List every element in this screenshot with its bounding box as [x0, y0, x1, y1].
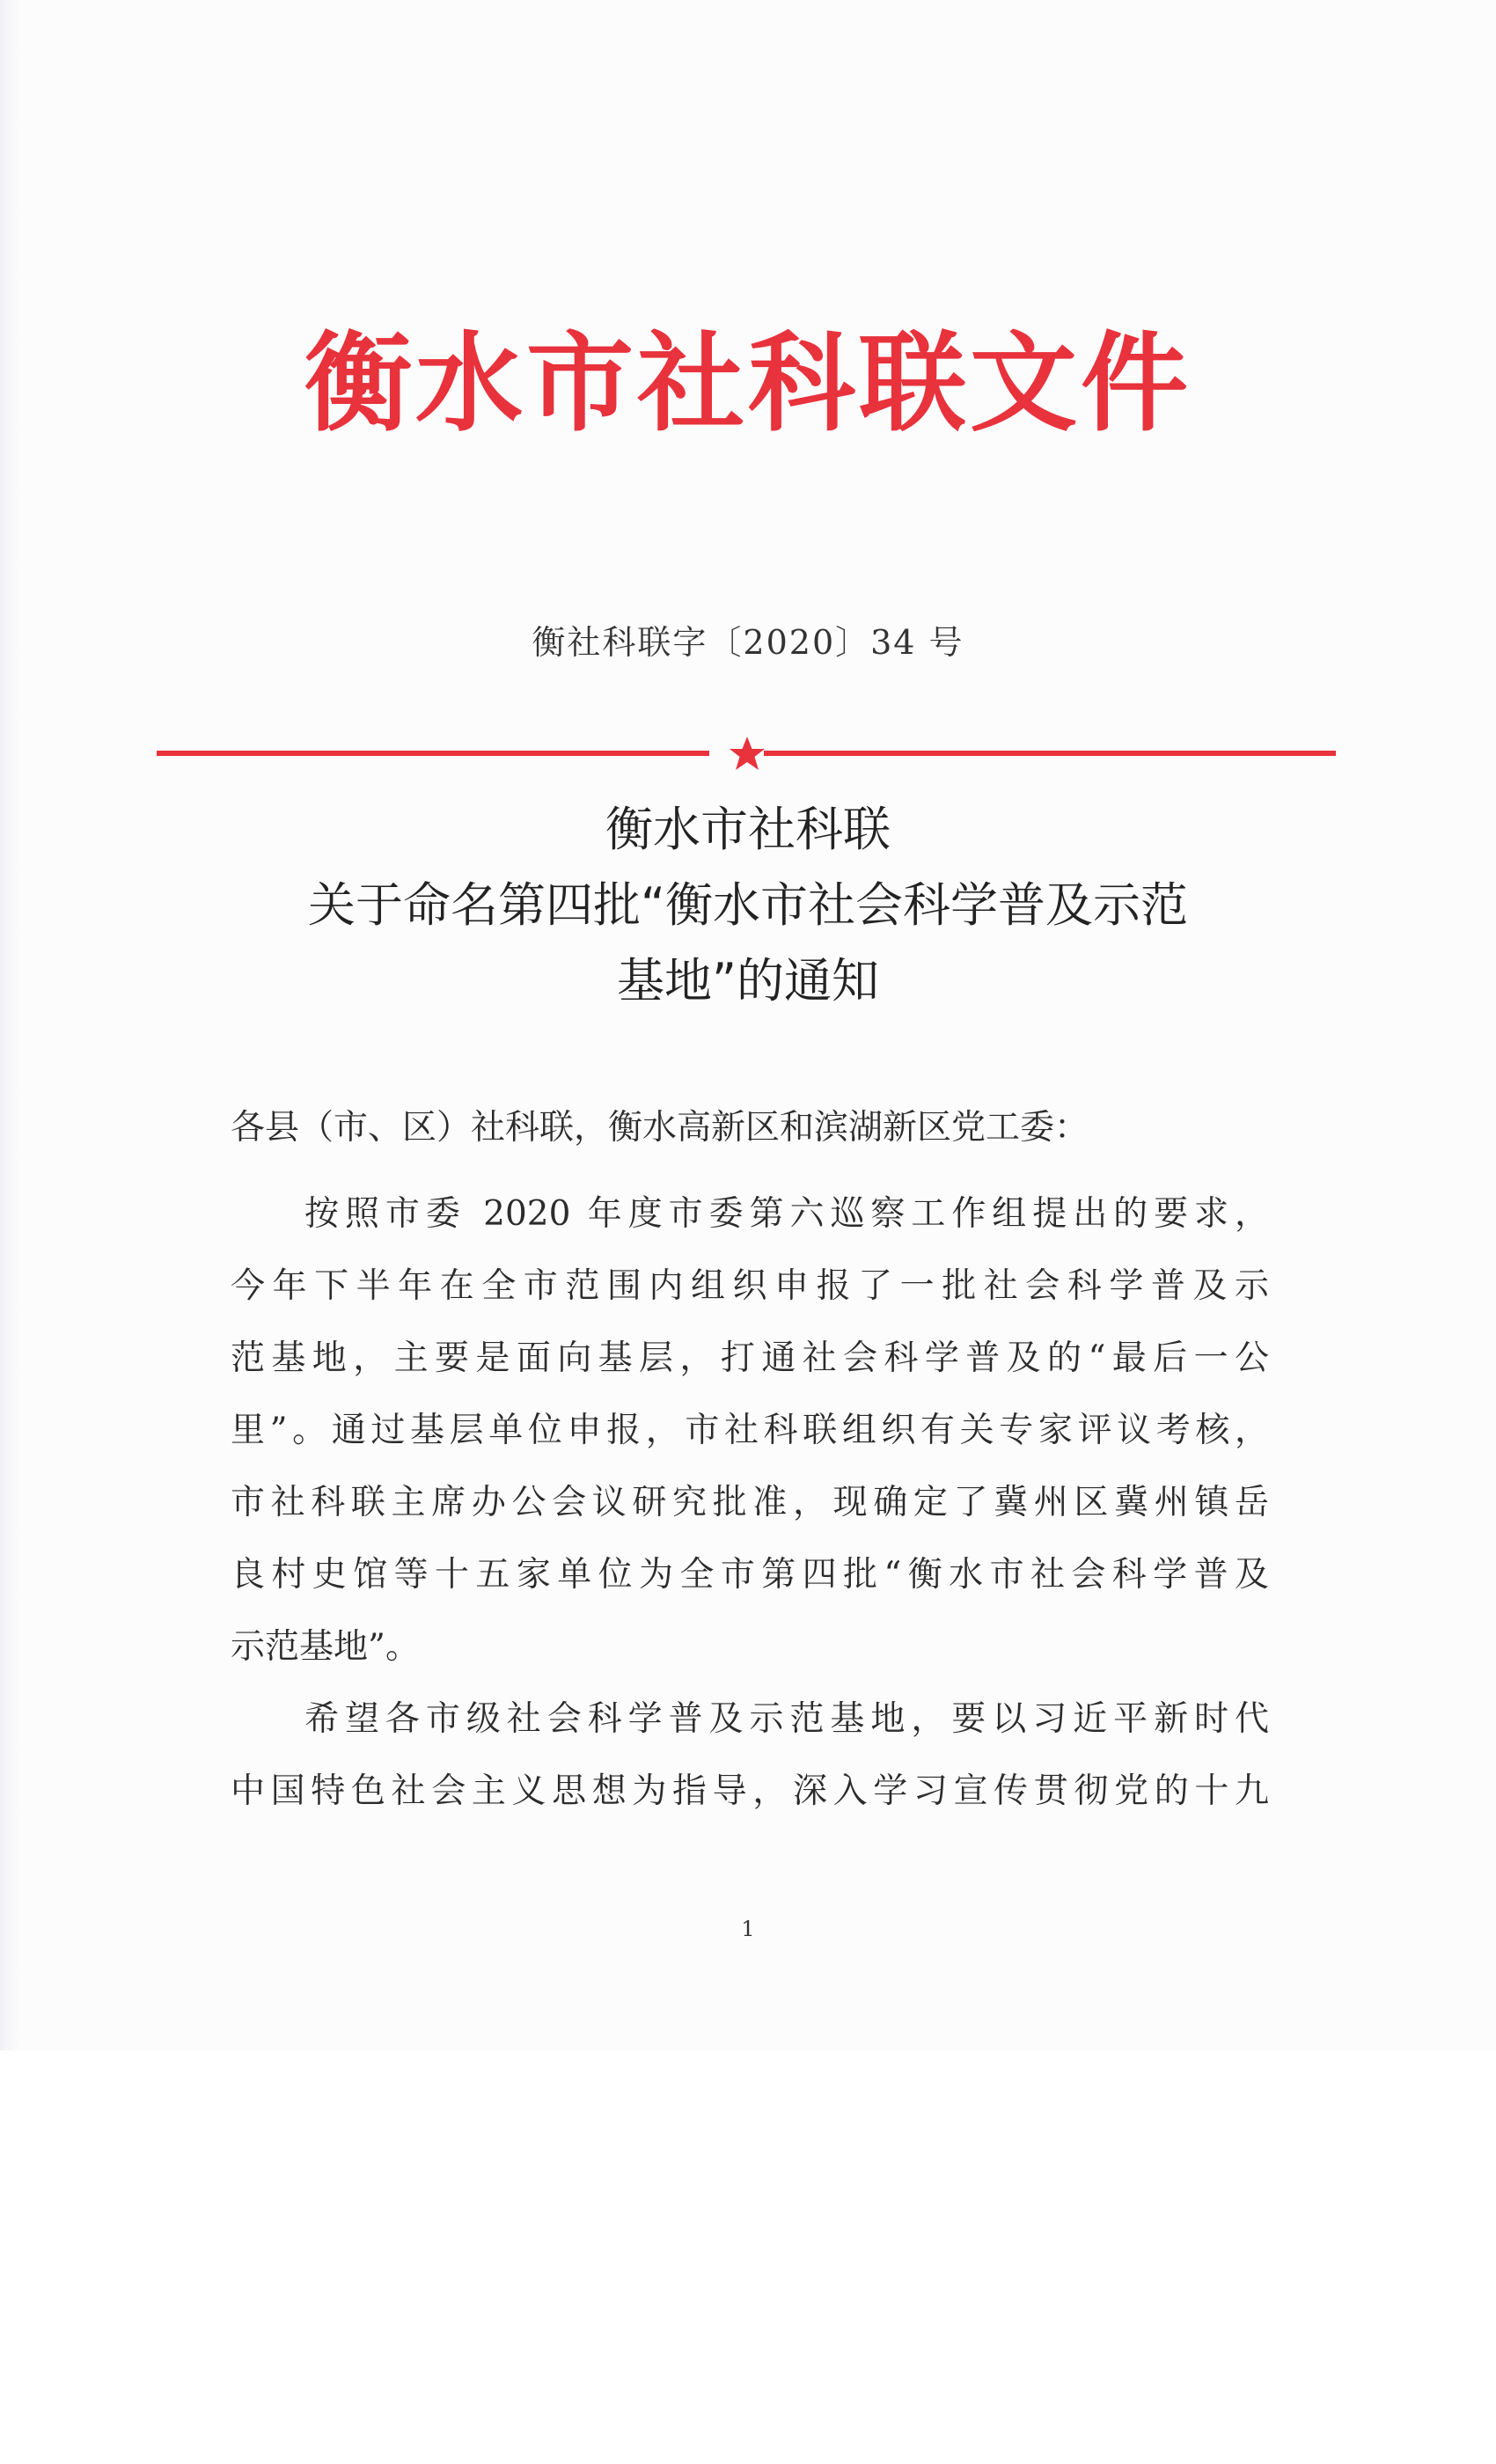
red-divider	[157, 735, 1336, 770]
title-line-2: 关于命名第四批“衡水市社会科学普及示范	[308, 877, 1188, 933]
body-line: 里”。通过基层单位申报，市社科联组织有关专家评议考核，	[231, 1411, 1269, 1450]
divider-line-left	[157, 751, 709, 756]
body-line: 按照市委 2020 年度市委第六巡察工作组提出的要求，	[304, 1194, 1269, 1234]
divider-line-right	[764, 751, 1336, 756]
body-line: 中国特色社会主义思想为指导，深入学习宣传贯彻党的十九	[231, 1771, 1269, 1811]
title-line-3: 基地”的通知	[617, 953, 879, 1008]
body-line: 良村史馆等十五家单位为全市第四批“衡水市社会科学普及	[231, 1555, 1269, 1595]
body-text	[231, 1188, 1269, 1837]
body-line: 市社科联主席办公会议研究批准，现确定了冀州区冀州镇岳	[231, 1483, 1269, 1522]
red-star-icon	[727, 735, 767, 772]
scan-edge-shadow	[0, 0, 19, 2050]
body-line: 今年下半年在全市范围内组织申报了一批社会科学普及示	[231, 1266, 1269, 1306]
body-line: 希望各市级社会科学普及示范基地，要以习近平新时代	[304, 1699, 1269, 1739]
addressee: 各县（市、区）社科联，衡水高新区和滨湖新区党工委：	[231, 1108, 1089, 1148]
document-number: 衡社科联字〔2020〕34 号	[532, 623, 964, 662]
body-line: 示范基地”。	[231, 1627, 420, 1667]
page-number: 1	[741, 1917, 755, 1941]
notice-title	[176, 792, 1320, 1019]
masthead-title: 衡水市社科联文件	[304, 319, 1192, 446]
title-line-1: 衡水市社科联	[605, 802, 891, 857]
body-line: 范基地，主要是面向基层，打通社会科学普及的“最后一公	[231, 1338, 1269, 1378]
